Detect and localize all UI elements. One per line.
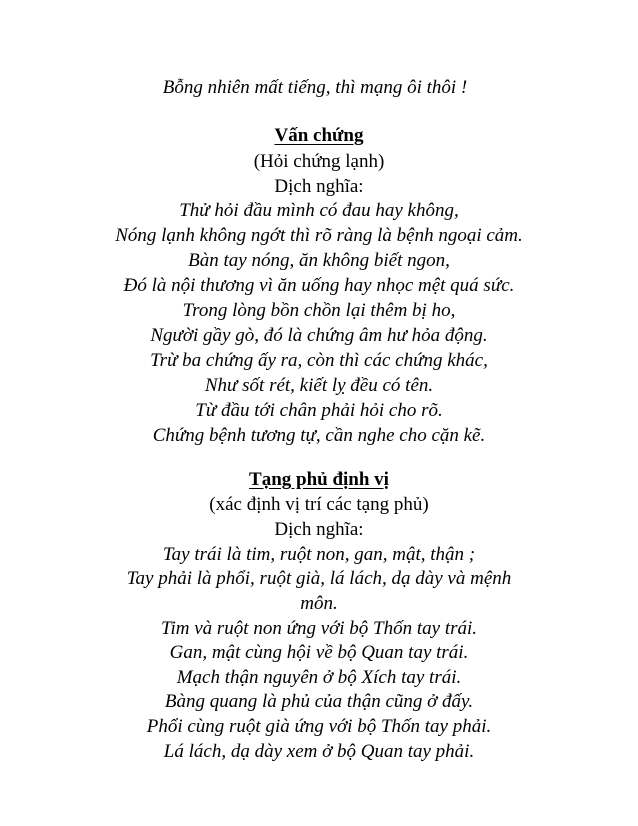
verse-line: Lá lách, dạ dày xem ở bộ Quan tay phải. [163, 741, 475, 762]
section-subtitle-tang-phu-dinh-vi: (xác định vị trí các tạng phủ) [209, 494, 429, 515]
verse-line: môn. [300, 593, 338, 614]
intro-verse-line: Bỗng nhiên mất tiếng, thì mạng ôi thôi ! [162, 77, 468, 98]
verse-line: Từ đầu tới chân phải hỏi cho rõ. [195, 400, 443, 421]
verse-line: Như sốt rét, kiết lỵ đều có tên. [204, 375, 434, 396]
translation-label: Dịch nghĩa: [274, 176, 364, 197]
verse-line: Gan, mật cùng hội về bộ Quan tay trái. [169, 642, 469, 663]
verse-line: Thử hỏi đầu mình có đau hay không, [179, 200, 459, 221]
section-title-tang-phu-dinh-vi: Tạng phủ định vị [249, 469, 389, 490]
verse-line: Bàn tay nóng, ăn không biết ngon, [188, 250, 450, 271]
verse-line: Trong lòng bồn chồn lại thêm bị ho, [182, 300, 456, 321]
verse-line: Bàng quang là phủ của thận cũng ở đấy. [164, 691, 474, 712]
verse-line: Tim và ruột non ứng với bộ Thốn tay trái. [160, 618, 478, 639]
section-subtitle-van-chung: (Hỏi chứng lạnh) [253, 151, 385, 172]
verse-line: Trừ ba chứng ấy ra, còn thì các chứng khác, [150, 350, 488, 371]
verse-line: Tay trái là tim, ruột non, gan, mật, thận ; [162, 544, 476, 565]
section-title-van-chung: Vấn chứng [274, 125, 364, 146]
verse-line: Nóng lạnh không ngớt thì rõ ràng là bệnh ngoại cảm. [115, 225, 523, 246]
translation-label: Dịch nghĩa: [274, 519, 364, 540]
verse-line: Người gầy gò, đó là chứng âm hư hỏa động. [150, 325, 488, 346]
verse-line: Phổi cùng ruột già ứng với bộ Thốn tay phải. [146, 716, 492, 737]
verse-line: Tay phải là phổi, ruột già, lá lách, dạ dày và mệnh [126, 568, 512, 589]
verse-line: Chứng bệnh tương tự, cần nghe cho cặn kẽ. [152, 425, 486, 446]
verse-line: Mạch thận nguyên ở bộ Xích tay trái. [176, 667, 462, 688]
verse-line: Đó là nội thương vì ăn uống hay nhọc mệt quá sức. [123, 275, 515, 296]
